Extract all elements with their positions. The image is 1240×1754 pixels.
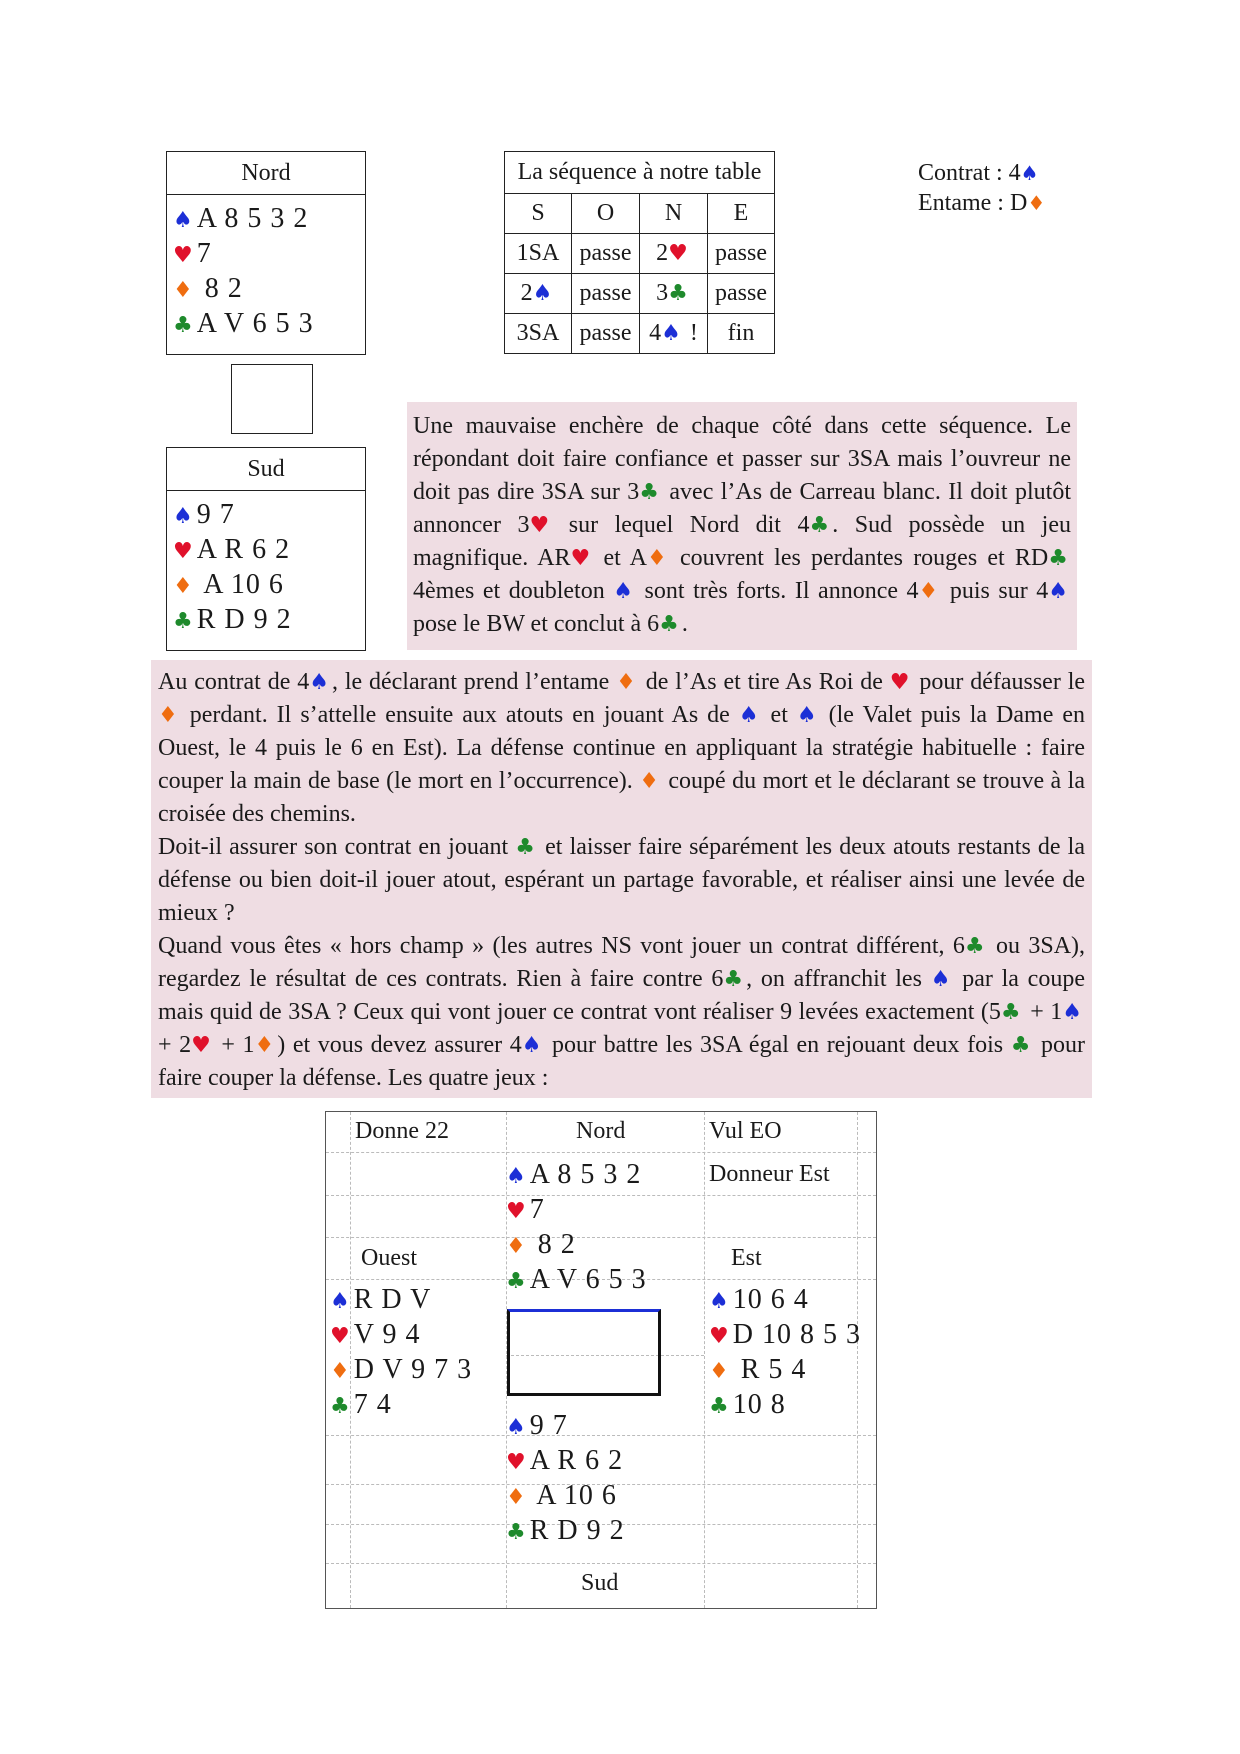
main-analysis: Au contrat de 4♠ , le déclarant prend l’entame ♦ de l’As et tire As Roi de ♥ pour défausser le ♦ perdant. Il s’attelle ensuite aux atouts en jouant As de ♠ et ♠ (le Valet puis la Dame en Ouest, le 4 puis le 6 en Est). La défense continue en appliquant la stratégie habituelle : faire couper la main de base (le mort en l’occurrence). ♦ coupé du mort et le déclarant se trouve à la croisée des chemins. Doit-il assurer son contrat en jouant ♣ et laisser faire séparément les deux atouts restants de la défense ou bien doit-il jouer atout, espérant un partage favorable, et réaliser ainsi une levée de mieux ? Quand vous êtes « hors champ » (les autres NS vont jouer un contrat différent, 6♣ ou 3SA), regardez le résultat de ces contrats. Rien à faire contre 6♣ , on affranchit les ♠ par la coupe mais quid de 3SA ? Ceux qui vont jouer ce contrat vont réaliser 9 levées exactement (5♣ + 1♠ + 2♥ + 1♦ ) et vous devez assurer 4♠ pour battre les 3SA égal en rejouant deux fois ♣ pour faire couper la défense. Les quatre jeux : <box>151 660 1092 1098</box>
spade-icon: ♠ <box>796 703 817 728</box>
diamond-icon: ♦ <box>918 579 939 604</box>
club-icon: ♣ <box>506 1520 527 1545</box>
spade-icon: ♠ <box>1048 579 1068 604</box>
north-clubs: ♣ A V 6 5 3 <box>173 306 359 341</box>
south-clubs: ♣ R D 9 2 <box>173 602 359 637</box>
heart-icon: ♥ <box>889 670 910 695</box>
bid: passe <box>708 234 775 274</box>
diamond-icon: ♦ <box>506 1485 527 1510</box>
deal-east-hand <box>709 1282 861 1422</box>
vulnerability: Vul EO <box>709 1118 782 1144</box>
north-hand-box <box>166 151 366 355</box>
club-icon: ♣ <box>809 513 830 538</box>
spade-icon: ♠ <box>1020 161 1039 185</box>
auction-table <box>504 151 775 354</box>
spade-icon: ♠ <box>613 579 633 604</box>
deal-north-spades: ♠ A 8 5 3 2 <box>506 1157 647 1192</box>
deal-west-spades: ♠ R D V <box>330 1282 472 1317</box>
deal-south-hand <box>506 1408 625 1548</box>
club-icon: ♣ <box>639 480 660 505</box>
diamond-icon: ♦ <box>616 670 636 695</box>
club-icon: ♣ <box>1000 1000 1021 1025</box>
deal-north-diamonds: ♦ 8 2 <box>506 1227 647 1262</box>
club-icon: ♣ <box>330 1394 351 1419</box>
bid: passe <box>572 234 640 274</box>
north-diamonds: ♦ 8 2 <box>173 271 359 306</box>
north-spades: ♠ A 8 5 3 2 <box>173 201 359 236</box>
deal-west-clubs: ♣ 7 4 <box>330 1387 472 1422</box>
club-icon: ♣ <box>668 281 688 306</box>
bid: 1SA <box>505 234 572 274</box>
auction-title: La séquence à notre table <box>505 152 775 194</box>
heart-icon: ♥ <box>709 1324 730 1349</box>
deal-south-diamonds: ♦ A 10 6 <box>506 1478 625 1513</box>
heart-icon: ♥ <box>191 1033 211 1058</box>
club-icon: ♣ <box>506 1269 527 1294</box>
deal-west-diamonds: ♦ D V 9 7 3 <box>330 1352 472 1387</box>
deal-south-clubs: ♣ R D 9 2 <box>506 1513 625 1548</box>
spade-icon: ♠ <box>930 967 951 992</box>
north-label: Nord <box>576 1118 626 1144</box>
dealer: Donneur Est <box>709 1161 830 1187</box>
spade-icon: ♠ <box>309 670 329 695</box>
diamond-icon: ♦ <box>506 1234 527 1259</box>
deal-north-clubs: ♣ A V 6 5 3 <box>506 1262 647 1297</box>
auction-header: S <box>505 194 572 234</box>
bidding-comment: Une mauvaise enchère de chaque côté dans cette séquence. Le répondant doit faire confiance et passer sur 3SA mais l’ouvreur ne doit pas dire 3SA sur 3♣ avec l’As de Carreau blanc. Il doit plutôt annoncer 3♥ sur lequel Nord dit 4♣ . Sud possède un jeu magnifique. AR♥ et A♦ couvrent les perdantes rouges et RD♣ 4èmes et doubleton ♠ sont très forts. Il annonce 4♦ puis sur 4♠ pose le BW et conclut à 6♣ . <box>407 402 1077 650</box>
diamond-icon: ♦ <box>173 278 194 303</box>
bid: passe <box>708 274 775 314</box>
bid: 2♠ <box>505 274 572 314</box>
lead-line: Entame : D♦ <box>918 190 1046 216</box>
auction-header: N <box>640 194 708 234</box>
auction-header: O <box>572 194 640 234</box>
heart-icon: ♥ <box>570 546 591 571</box>
bid: 4♠ ! <box>640 314 708 354</box>
south-spades: ♠ 9 7 <box>173 497 359 532</box>
heart-icon: ♥ <box>506 1450 527 1475</box>
diamond-icon: ♦ <box>330 1359 351 1384</box>
diamond-icon: ♦ <box>639 769 659 794</box>
heart-icon: ♥ <box>330 1324 351 1349</box>
south-label: Sud <box>581 1570 619 1596</box>
heart-icon: ♥ <box>173 539 194 564</box>
deal-west-hand <box>330 1282 472 1422</box>
diamond-icon: ♦ <box>173 574 194 599</box>
deal-east-clubs: ♣ 10 8 <box>709 1387 861 1422</box>
auction-table-wrap <box>504 151 775 354</box>
east-label: Est <box>731 1245 762 1271</box>
spade-icon: ♠ <box>709 1289 730 1314</box>
diamond-icon: ♦ <box>158 703 178 728</box>
west-label: Ouest <box>361 1245 417 1271</box>
spade-icon: ♠ <box>1062 1000 1082 1025</box>
spade-icon: ♠ <box>173 208 194 233</box>
contract-line: Contrat : 4♠ <box>918 160 1039 186</box>
north-hearts: ♥ 7 <box>173 236 359 271</box>
club-icon: ♣ <box>1010 1033 1031 1058</box>
south-hand-box <box>166 447 366 651</box>
auction-header: E <box>708 194 775 234</box>
contract-info <box>918 158 1048 218</box>
south-hearts: ♥ A R 6 2 <box>173 532 359 567</box>
club-icon: ♣ <box>964 934 985 959</box>
bid: 2♥ <box>640 234 708 274</box>
diamond-icon: ♦ <box>1027 191 1046 215</box>
spade-icon: ♠ <box>738 703 759 728</box>
bid: passe <box>572 314 640 354</box>
spade-icon: ♠ <box>330 1289 351 1314</box>
spade-icon: ♠ <box>661 321 681 346</box>
diamond-icon: ♦ <box>254 1033 275 1058</box>
deal-north-hand <box>506 1157 647 1297</box>
club-icon: ♣ <box>659 612 679 637</box>
spade-icon: ♠ <box>532 281 553 306</box>
bid: passe <box>572 274 640 314</box>
bid: 3♣ <box>640 274 708 314</box>
deal-table-box <box>507 1309 661 1396</box>
deal-diagram <box>325 1111 877 1609</box>
club-icon: ♣ <box>709 1394 730 1419</box>
spade-icon: ♠ <box>506 1164 527 1189</box>
deal-east-spades: ♠ 10 6 4 <box>709 1282 861 1317</box>
heart-icon: ♥ <box>529 513 550 538</box>
deal-north-hearts: ♥ 7 <box>506 1192 647 1227</box>
bid: 3SA <box>505 314 572 354</box>
bid: fin <box>708 314 775 354</box>
deal-west-hearts: ♥ V 9 4 <box>330 1317 472 1352</box>
south-diamonds: ♦ A 10 6 <box>173 567 359 602</box>
deal-east-hearts: ♥ D 10 8 5 3 <box>709 1317 861 1352</box>
deal-south-spades: ♠ 9 7 <box>506 1408 625 1443</box>
spade-icon: ♠ <box>173 504 194 529</box>
deal-east-diamonds: ♦ R 5 4 <box>709 1352 861 1387</box>
heart-icon: ♥ <box>506 1199 527 1224</box>
club-icon: ♣ <box>515 835 536 860</box>
diamond-icon: ♦ <box>709 1359 730 1384</box>
north-hand-title: Nord <box>167 152 365 195</box>
heart-icon: ♥ <box>173 243 194 268</box>
deal-number: Donne 22 <box>355 1118 449 1144</box>
spade-icon: ♠ <box>521 1033 542 1058</box>
club-icon: ♣ <box>173 609 194 634</box>
table-square <box>231 364 313 434</box>
spade-icon: ♠ <box>506 1415 527 1440</box>
diamond-icon: ♦ <box>647 546 667 571</box>
heart-icon: ♥ <box>668 241 688 266</box>
club-icon: ♣ <box>173 313 194 338</box>
club-icon: ♣ <box>723 967 744 992</box>
south-hand-title: Sud <box>167 448 365 491</box>
club-icon: ♣ <box>1048 546 1068 571</box>
deal-south-hearts: ♥ A R 6 2 <box>506 1443 625 1478</box>
